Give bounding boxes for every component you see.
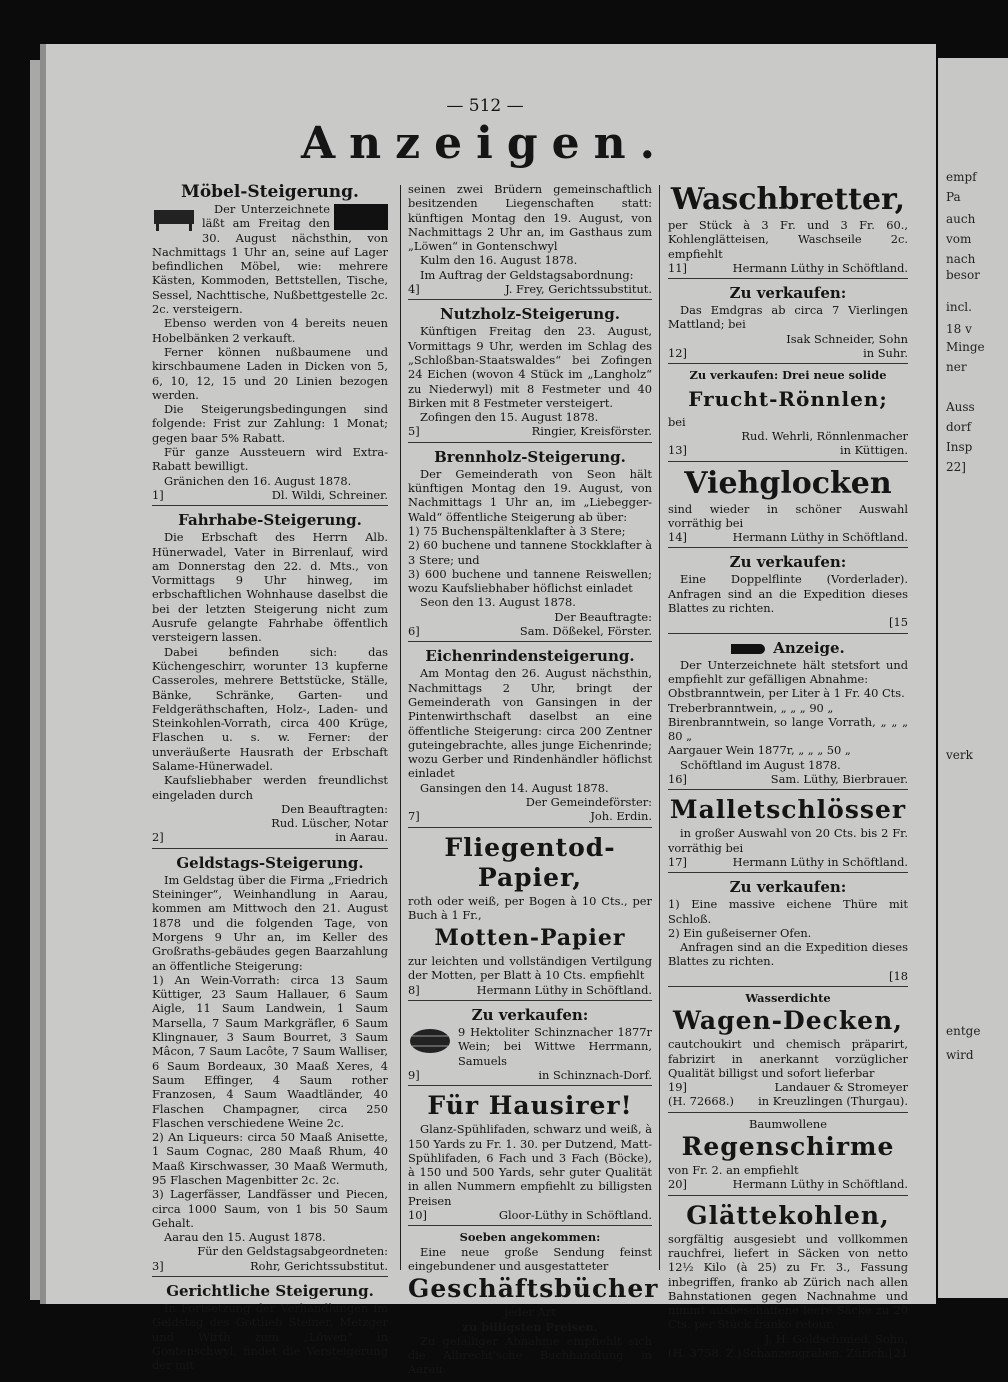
column-2 (408, 180, 659, 1382)
ad-zu-verkaufen-emdgras (668, 281, 908, 364)
ad-number: 4] (408, 282, 420, 297)
ad-kicker: Soeben angekommen: (459, 1230, 601, 1245)
ad-number: 12] (668, 346, 687, 361)
ad-signature: Der Gemeindeförster: (525, 794, 652, 809)
ad-text: Zu gefälliger Abnahme empfiehlt sich die Albrecht'sche Buchhandlung in Aarau. (408, 1333, 652, 1377)
ad-number: 13] (668, 443, 687, 458)
ad-reference: (H. 72668.) (668, 1094, 734, 1109)
ad-title: Möbel-Steigerung. (181, 182, 359, 202)
price-row: Birenbranntwein, so lange Vorrath, „ „ „ 80 „ (668, 714, 908, 744)
pointing-hand-icon (731, 644, 765, 654)
ad-list-item: 1) Eine massive eichene Thüre mit Schloß. (668, 897, 908, 926)
adjacent-page-fragment: Pa (946, 190, 961, 204)
ad-date: Kulm den 16. August 1878. (420, 253, 578, 268)
ad-zu-verkaufen-thuere (668, 875, 908, 987)
ad-regenschirme (668, 1115, 908, 1196)
adjacent-page-fragment: incl. (946, 300, 972, 314)
ad-title: Viehglocken (684, 465, 892, 501)
ad-list-item: 1) 75 Buchenspältenklafter à 3 Stere; (408, 523, 626, 538)
barrel-illustration (408, 1027, 452, 1055)
ad-geschaeftsbuecher (408, 1228, 659, 1379)
ad-signature: in Schinznach-Dorf. (538, 1067, 652, 1082)
ad-signature: Landauer & Stromeyer (774, 1080, 908, 1095)
ad-text: Anfragen sind an die Expedition dieses Blattes zu richten. (668, 940, 908, 969)
ad-signature: J. H. Goldschmied, Sohn, (764, 1331, 908, 1346)
ad-text: roth oder weiß, per Bogen à 10 Cts., per Buch à 1 Fr., (408, 893, 652, 922)
ad-signature: Hermann Lüthy in Schöftland. (732, 1177, 908, 1192)
ad-signature: Rud. Lüscher, Notar (271, 816, 388, 831)
ad-gerichtliche-steigerung (152, 1279, 388, 1375)
ad-text: In Fortsetzung der Verhandlungen im Geldstag des Gottlieb Steiner, Metzger und Wirth zum „Löwen“ in Gontenschwyl, findet die Versteigerung der mit (152, 1301, 388, 1373)
ad-text: 9 Hektoliter Schinznacher 1877r Wein; bei Wittwe Herrmann, Samuels (458, 1025, 652, 1068)
ad-kicker: Baumwollene (748, 1116, 827, 1131)
ad-number: [15 (889, 615, 908, 630)
ad-list-item: 2) 60 buchene und tannene Stockklafter à 3 Stere; und (408, 538, 652, 567)
ad-date: Schöftland im August 1878. (680, 757, 841, 772)
ad-text: cautchoukirt und chemisch präparirt, fabrizirt in anerkannt vorzüglicher Qualität billigst und sofort lieferbar (668, 1037, 908, 1080)
adjacent-page-fragment: entge (946, 1024, 981, 1038)
ad-title: Zu verkaufen: (729, 878, 847, 897)
ad-number: 14] (668, 530, 687, 545)
adjacent-page-fragment: ner (946, 360, 967, 374)
adjacent-page (938, 58, 1008, 1298)
ad-number: 6] (408, 624, 420, 639)
ad-text: Dabei befinden sich: das Küchengeschirr, worunter 13 kupferne Casseroles, mehrere Bettstücke, Ställe, Bänke, Schränke, Garten- und Feldgeräthschaften, Holz-, Laden- und Steinkohlen-Vorrath, circa 400 Krüge, Flaschen u. s. w. Ferner: der unveräußerte Hausrath der Erbschaft Salame-Hünerwadel. (152, 644, 388, 773)
ad-number: 8] (408, 982, 420, 997)
adjacent-page-fragment: 22] (946, 460, 966, 474)
ad-text: Eine Doppelflinte (Vorderlader). Anfragen sind an die Expedition dieses Blattes zu richten. (668, 572, 908, 616)
ad-date: Zofingen den 15. August 1878. (420, 410, 599, 425)
adjacent-page-fragment: empf (946, 170, 977, 184)
ad-text: bei (668, 414, 686, 429)
adjacent-page-fragment: Minge (946, 340, 985, 354)
ad-signature: Joh. Erdin. (590, 809, 652, 824)
ad-title: Zu verkaufen: (471, 1006, 589, 1025)
ad-fahrhabe-steigerung (152, 508, 388, 849)
ad-signature: Hermann Lüthy in Schöftland. (732, 530, 908, 545)
ad-signature: Hermann Lüthy in Schöftland. (732, 260, 908, 275)
ad-title: Nutzholz-Steigerung. (440, 305, 620, 324)
furniture-illustration (152, 204, 196, 232)
ad-signature: Dl. Wildi, Schreiner. (271, 487, 388, 502)
ad-fliegentod-papier (408, 830, 652, 1001)
ad-number: 9] (408, 1067, 420, 1082)
ad-brennholz-steigerung (408, 445, 652, 643)
ad-text: zur leichten und vollständigen Vertilgung der Motten, per Blatt à 10 Cts. empfiehlt (408, 954, 652, 983)
ad-title: Anzeige. (773, 638, 845, 657)
ad-signature: Hermann Lüthy in Schöftland. (732, 854, 908, 869)
ad-title: Fahrhabe-Steigerung. (178, 511, 362, 530)
ad-text: seinen zwei Brüdern gemeinschaftlich besitzenden Liegenschaften statt: künftigen Montag den 19. August, von Nachmittags 2 Uhr an, im Gasthaus zum „Löwen“ in Gontenschwyl (408, 182, 652, 254)
ad-text: Eine neue große Sendung feinst eingebundener und ausgestatteter (408, 1244, 652, 1273)
ad-text: Der Unterzeichnete hält stetsfort und empfiehlt zur gefälligen Abnahme: (668, 657, 908, 686)
ad-title: Waschbretter, (670, 182, 906, 217)
adjacent-page-fragment: Insp (946, 440, 973, 454)
ad-title: Glättekohlen, (686, 1200, 890, 1230)
ad-nutzholz-steigerung (408, 302, 652, 442)
ad-number: 19] (668, 1080, 687, 1095)
column-1 (152, 180, 388, 1378)
ad-signature: Der Beauftragte: (554, 609, 652, 624)
ad-anzeige-branntwein (668, 636, 908, 791)
ad-zu-verkaufen-wein (408, 1003, 652, 1086)
ad-list-item: 3) Lagerfässer, Landfässer und Piecen, circa 1000 Saum, von 1 bis 50 Saum Gehalt. (152, 1187, 388, 1230)
column-rule (659, 185, 660, 1270)
ad-list-item: 3) 600 buchene und tannene Reiswellen; wozu Kaufsliebhaber höflichst einladet (408, 566, 652, 596)
ad-signature: Sam. Dößekel, Förster. (519, 624, 652, 639)
ad-signature: Sam. Lüthy, Bierbrauer. (770, 772, 908, 787)
ad-text: zu billigsten Preisen. (462, 1319, 598, 1334)
ad-text: Am Montag den 26. August nächsthin, Nachmittags 2 Uhr, bringt der Gemeinderath von Gansingen in der Pintenwirthschaft daselbst an eine öffentliche Steigerung: circa 200 Zentner guteingebrachte, alles junge Eichenrinde; wozu Gerber und Rindenhändler höflichst einladet (408, 666, 652, 781)
ad-title: Zu verkaufen: (729, 553, 847, 572)
ad-zu-verkaufen-doppelflinte (668, 550, 908, 633)
ad-fuer-hausirer (408, 1088, 652, 1226)
ad-title: Fliegentod-Papier, (444, 832, 616, 892)
ad-title: Wagen-Decken, (673, 1006, 903, 1036)
ad-signature: in Aarau. (335, 830, 388, 845)
ad-title: Regenschirme (681, 1132, 895, 1162)
ad-signature: Den Beauftragten: (281, 801, 388, 816)
ad-signature: in Kreuzlingen (Thurgau). (758, 1094, 908, 1109)
ad-number: 17] (668, 854, 687, 869)
adjacent-page-fragment: 18 v (946, 322, 972, 336)
ad-title: Geldstags-Steigerung. (176, 853, 364, 872)
adjacent-page-fragment: nach (946, 252, 976, 266)
column-rule (400, 185, 401, 1270)
column-3 (668, 180, 908, 1365)
ad-text: Das Emdgras ab circa 7 Vierlingen Mattland; bei (668, 303, 908, 332)
ad-text: Glanz-Spühlifaden, schwarz und weiß, à 150 Yards zu Fr. 1. 30. per Dutzend, Matt-Spühlifaden, 6 Fach und 3 Fach (Böcke), à 150 und 500 Yards, sehr guter Qualität in allen Nummern empfiehlt zu billigsten Preisen (408, 1122, 652, 1208)
ad-number: [18 (889, 968, 908, 983)
ad-reference: (H. 3758. Z.) (668, 1346, 742, 1361)
ad-title: Brennholz-Steigerung. (434, 447, 626, 466)
ad-date: Aarau den 15. August 1878. (164, 1230, 326, 1245)
ad-signature: J. Frey, Gerichtssubstitut. (505, 282, 652, 297)
adjacent-page-fragment: wird (946, 1048, 974, 1062)
ad-eichenrindensteigerung (408, 644, 652, 827)
ad-text: Ebenso werden von 4 bereits neuen Hobelbänken 2 verkauft. (152, 316, 388, 345)
ad-text: sind wieder in schöner Auswahl vorräthig bei (668, 501, 908, 530)
ad-text: Für ganze Aussteuern wird Extra-Rabatt bewilligt. (152, 445, 388, 474)
ad-date: Seon den 13. August 1878. (420, 595, 576, 610)
ad-text: Im Geldstag über die Firma „Friedrich Steininger“, Weinhandlung in Aarau, kommen am Mittwoch den 21. August 1878 und die folgenden Tage, von Morgens 9 Uhr an, im Keller des Großraths-gebäudes gegen Baarzahlung an öffentliche Steigerung: (152, 872, 388, 973)
ad-signature: Isak Schneider, Sohn (786, 331, 908, 346)
ad-kicker: Zu verkaufen: Drei neue solide (689, 368, 887, 383)
ad-number: [21 (889, 1346, 908, 1361)
ad-text: in großer Auswahl von 20 Cts. bis 2 Fr. vorräthig bei (668, 826, 908, 855)
page-number: — 512 — (446, 96, 524, 116)
ad-list-item: 2) Ein gußeiserner Ofen. (668, 925, 812, 940)
ad-list-item: 2) An Liqueurs: circa 50 Maaß Anisette, 1 Saum Cognac, 280 Maaß Rhum, 40 Maaß Kirschwasser, 30 Maaß Wermuth, 95 Flaschen Magenbitter 2c. 2c. (152, 1130, 388, 1187)
adjacent-page-fragment: vom (946, 232, 972, 246)
ad-text: Künftigen Freitag den 23. August, Vormittags 9 Uhr, werden im Schlag des „Schloßban-Staatswaldes“ bei Zofingen 24 Eichen (wovon 4 Stück im „Langholz“ zu Niederwyl) mit 8 Festmeter und 40 Birken mit 8 Festmeter versteigert. (408, 324, 652, 410)
ad-text: Ferner können nußbaumene und kirschbaumene Laden in Dicken von 5, 6, 10, 12, 15 und 20 Linien bezogen werden. (152, 344, 388, 402)
ad-signature: Ringier, Kreisförster. (531, 424, 652, 439)
ad-number: 10] (408, 1208, 427, 1223)
ad-glaettekohlen (668, 1198, 908, 1364)
ad-text: Kaufsliebhaber werden freundlichst eingeladen durch (152, 773, 388, 802)
ad-title: Gerichtliche Steigerung. (166, 1282, 374, 1301)
ad-text: Die Erbschaft des Herrn Alb. Hünerwadel, Vater in Birrenlauf, wird am Donnerstag den 22. d. Mts., von Vormittags 9 Uhr hinweg, im erbschaftlichen Wohnhause daselbst die bei der letzten Steigerung nicht zum Ausrufe gelangte Fahrhabe öffentlich versteigern lassen. (152, 530, 388, 645)
price-row: Aargauer Wein 1877r, „ „ „ 50 „ (668, 743, 851, 758)
ad-signature: in Suhr. (863, 346, 908, 361)
ad-signature: Hermann Lüthy in Schöftland. (476, 982, 652, 997)
ad-text: von Fr. 2. an empfiehlt (668, 1163, 799, 1178)
ad-signature: Schanzengraben, Zürich. (742, 1346, 889, 1361)
ad-geldstags-steigerung (152, 851, 388, 1277)
ad-text: Die Steigerungsbedingungen sind folgende: Frist zur Zahlung: 1 Monat; gegen baar 5% Rabatt. (152, 402, 388, 445)
ad-list-item: 1) An Wein-Vorrath: circa 13 Saum Küttiger, 23 Saum Hallauer, 6 Saum Aigle, 11 Saum Landwein, 1 Saum Marsella, 7 Saum Markgräfler, 6 Saum Klingnauer, 3 Saum Bourret, 3 Saum Mâcon, 7 Saum Lacôte, 7 Saum Walliser, 6 Saum Bordeaux, 30 Maaß Xeres, 4 Saum Effinger, 4 Saum rother Franzosen, 4 Saum Waadtländer, 40 Flaschen Champagner, circa 250 Flaschen verschiedene Weine 2c. (152, 972, 388, 1130)
ad-title: Eichenrindensteigerung. (425, 647, 635, 666)
ad-number: 2] (152, 830, 164, 845)
ad-viehglocken (668, 464, 908, 549)
price-row: Treberbranntwein, „ „ „ 90 „ (668, 700, 834, 715)
ad-number: 5] (408, 424, 420, 439)
ad-title: Frucht-Rönnlen; (688, 386, 888, 411)
ad-signature: Gloor-Lüthy in Schöftland. (498, 1208, 652, 1223)
adjacent-page-fragment: Auss (946, 400, 975, 414)
ad-number: 20] (668, 1177, 687, 1192)
ad-date: Gansingen den 14. August 1878. (420, 780, 609, 795)
ad-kicker: Wasserdichte (745, 990, 831, 1005)
ad-number: 7] (408, 809, 420, 824)
page-title: Anzeigen. (301, 118, 669, 169)
ad-text: per Stück à 3 Fr. und 3 Fr. 60., Kohlenglätteisen, Waschseile 2c. empfiehlt (668, 218, 908, 261)
cabinet-illustration (334, 204, 388, 230)
adjacent-page-fragment: auch (946, 212, 976, 226)
ad-title: Malletschlösser (669, 795, 907, 825)
ad-text: Der Gemeinderath von Seon hält künftigen Montag den 19. August, von Nachmittags 1 Uhr an, im „Liebegger-Wald“ öffentliche Steigerung ab über: (408, 466, 652, 524)
ad-title: Geschäftsbücher (408, 1274, 659, 1304)
adjacent-page-fragment: dorf (946, 420, 972, 434)
ad-number: 3] (152, 1258, 164, 1273)
ad-number: 11] (668, 260, 687, 275)
ad-waschbretter (668, 180, 908, 279)
ad-text: Im Auftrag der Geldstagsabordnung: (420, 267, 634, 282)
ad-date: Gränichen den 16. August 1878. (164, 473, 352, 488)
ad-title: Zu verkaufen: (729, 284, 847, 303)
ad-frucht-roennlen (668, 366, 908, 461)
adjacent-page-fragment: besor (946, 268, 980, 282)
price-row: Obstbranntwein, per Liter à 1 Fr. 40 Cts. (668, 686, 905, 701)
ad-number: 16] (668, 772, 687, 787)
ad-number: 1] (152, 487, 164, 502)
ad-title: Für Hausirer! (427, 1091, 633, 1121)
adjacent-page-fragment: verk (946, 748, 973, 762)
ad-malletschloesser (668, 792, 908, 873)
ad-text: sorgfältig ausgesiebt und vollkommen rauchfrei, liefert in Säcken von netto 12½ Kilo (à 25) zu Fr. 3., Fassung inbegriffen, franko ab Zürich nach allen Bahnstationen gegen Nachnahme und nimmt ausbeschaffene leere Säcke zu 20 Cts. per Stück franko retour. (668, 1231, 908, 1332)
ad-signature: Rohr, Gerichtssubstitut. (250, 1258, 388, 1273)
ad-signature: Für den Geldstagsabgeordneten: (197, 1244, 388, 1259)
ad-text: Der Unterzeichnete läßt am Freitag den 30. August nächsthin, von Nachmittags 1 Uhr an, seine auf Lager befindlichen Möbel, wie: mehrere Kästen, Kommoden, Bettstellen, Tische, Sessel, Nachttische, Nußbettgestelle 2c. 2c. versteigern. (152, 202, 388, 317)
ad-wagen-decken (668, 989, 908, 1113)
ad-moebel-steigerung (152, 180, 388, 506)
ad-text: jeder Art (504, 1305, 556, 1320)
ad-title: Motten-Papier (434, 925, 626, 952)
ad-gerichtliche-steigerung-cont (408, 180, 652, 300)
ad-signature: Rud. Wehrli, Rönnlenmacher (741, 428, 908, 443)
ad-signature: in Küttigen. (840, 443, 908, 458)
